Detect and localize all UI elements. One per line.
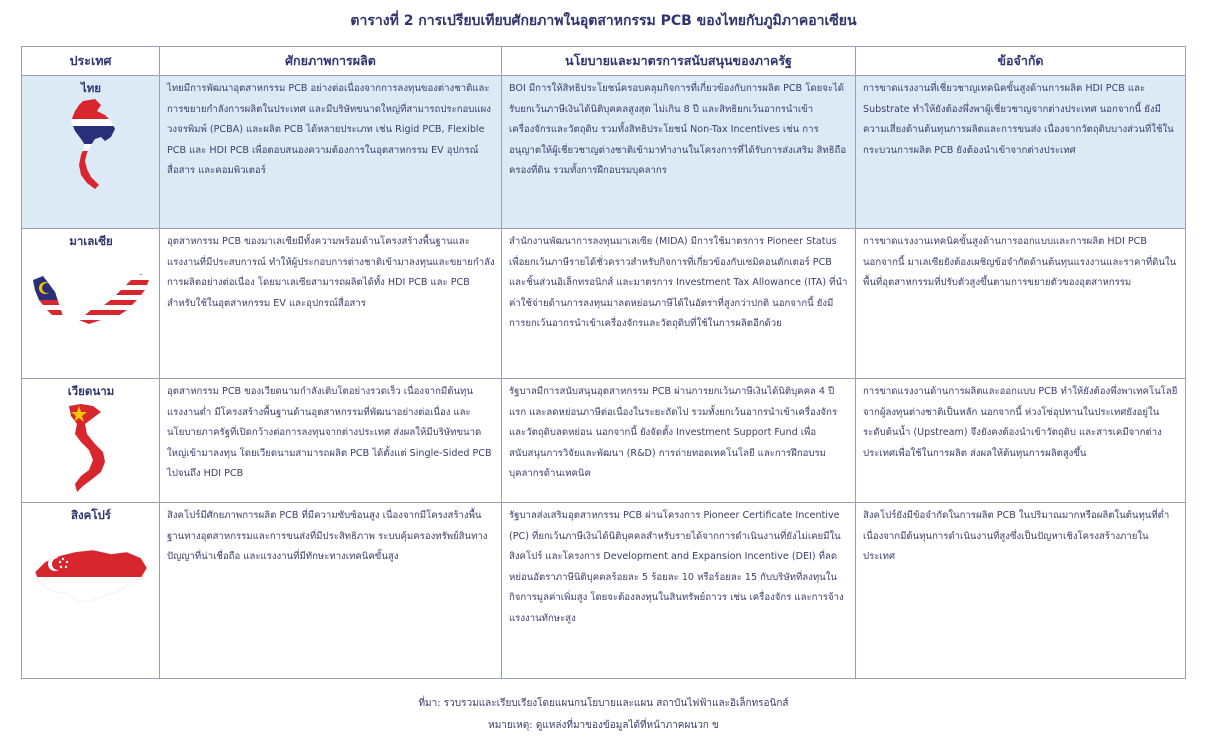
limits-cell: การขาดแรงงานที่เชี่ยวชาญเทคนิคขั้นสูงด้านการผลิต HDI PCB และ Substrate ทำให้ยังต้องพึ่งพาผู้เชี่ยวชาญจากต่างประเทศ นอกจากนี้ ยังมีความเสี่ยงด้านต้นทุนการผลิตและการขนส่ง เนื่องจากวัตถุดิบบางส่วนที่ใช้ในกระบวนการผลิต PCB ยังต้องนำเข้าจากต่างประเทศ — [856, 76, 1186, 229]
header-row — [22, 47, 1186, 76]
vietnam-flag-map-icon — [63, 400, 119, 500]
header-limits: ข้อจำกัด — [856, 47, 1186, 76]
header-capacity: ศักยภาพการผลิต — [160, 47, 502, 76]
limits-cell: สิงคโปร์ยังมีข้อจำกัดในการผลิต PCB ในปริมาณมากหรือผลิตในต้นทุนที่ต่ำ เนื่องจากมีต้นทุนการดำเนินงานที่สูงซึ่งเป็นปัญหาเชิงโครงสร้างภายในประเทศ — [856, 503, 1186, 679]
header-policy: นโยบายและมาตรการสนับสนุนของภาครัฐ — [502, 47, 856, 76]
policy-cell: BOI มีการให้สิทธิประโยชน์ครอบคลุมกิจการที่เกี่ยวข้องกับการผลิต PCB โดยจะได้รับยกเว้นภาษีเงินได้นิติบุคคลสูงสุด ไม่เกิน 8 ปี และสิทธิยกเว้นอากรนำเข้าเครื่องจักรและวัตถุดิบ รวมทั้งสิทธิประโยชน์ Non-Tax Incentives เช่น การอนุญาตให้ผู้เชี่ยวชาญต่างชาติเข้ามาทำงานในโครงการที่ได้รับการส่งเสริม สิทธิถือครองที่ดิน รวมทั้งการฝึกอบรมบุคลากร — [502, 76, 856, 229]
table-row — [22, 229, 1186, 379]
limits-cell: การขาดแรงงานด้านการผลิตและออกแบบ PCB ทำให้ยังต้องพึ่งพาเทคโนโลยีจากผู้ลงทุนต่างชาติเป็นหลัก นอกจากนี้ ห่วงโซ่อุปทานในประเทศยังอยู่ในระดับต้นน้ำ (Upstream) จึงยังคงต้องนำเข้าวัตถุดิบ และสารเคมีจากต่างประเทศเพื่อใช้ในการผลิต ส่งผลให้ต้นทุนการผลิตสูงขึ้น — [856, 379, 1186, 503]
policy-cell: สำนักงานพัฒนาการลงทุนมาเลเซีย (MIDA) มีการใช้มาตรการ Pioneer Status เพื่อยกเว้นภาษีรายได้ชั่วคราวสำหรับกิจการที่เกี่ยวข้องกับเซมิคอนดักเตอร์ PCB และชิ้นส่วนอิเล็กทรอนิกส์ และมาตรการ Investment Tax Allowance (ITA) ที่นำค่าใช้จ่ายด้านการลงทุนมาลดหย่อนภาษีได้ในอัตราที่สูงกว่าปกติ นอกจากนี้ ยังมีการยกเว้นอากรนำเข้าเครื่องจักรและวัตถุดิบที่ใช้ในการผลิตอีกด้วย — [502, 229, 856, 379]
country-cell — [22, 76, 160, 229]
header-country: ประเทศ — [22, 47, 160, 76]
country-name: ไทย — [80, 81, 102, 95]
capacity-cell: สิงคโปร์มีศักยภาพการผลิต PCB ที่มีความซับซ้อนสูง เนื่องจากมีโครงสร้างพื้นฐานทางอุตสาหกรรมและการขนส่งที่มีประสิทธิภาพ ระบบคุ้มครองทรัพย์สินทางปัญญาที่น่าเชื่อถือ และแรงงานที่มีทักษะทางเทคนิคขั้นสูง — [160, 503, 502, 679]
thailand-flag-map-icon — [61, 97, 121, 193]
limits-cell: การขาดแรงงานเทคนิคขั้นสูงด้านการออกแบบและการผลิต HDI PCB นอกจากนี้ มาเลเซียยังต้องเผชิญข้อจำกัดด้านต้นทุนแรงงานและราคาที่ดินในพื้นที่อุตสาหกรรมที่ปรับตัวสูงขึ้นตามการขยายตัวของอุตสาหกรรม — [856, 229, 1186, 379]
capacity-cell: ไทยมีการพัฒนาอุตสาหกรรม PCB อย่างต่อเนื่องจากการลงทุนของต่างชาติและการขยายกำลังการผลิตในประเทศ และมีบริษัทขนาดใหญ่ที่สามารถประกอบแผงวงจรพิมพ์ (PCBA) และผลิต PCB ได้หลายประเภท เช่น Rigid PCB, Flexible PCB และ HDI PCB เพื่อตอบสนองความต้องการในอุตสาหกรรม EV อุปกรณ์สื่อสาร และคอมพิวเตอร์ — [160, 76, 502, 229]
table-row — [22, 76, 1186, 229]
country-name: มาเลเซีย — [69, 234, 113, 248]
table-row — [22, 379, 1186, 503]
malaysia-flag-map-icon — [29, 270, 155, 336]
capacity-cell: อุตสาหกรรม PCB ของมาเลเซียมีทั้งความพร้อมด้านโครงสร้างพื้นฐานและแรงงานที่มีประสบการณ์ ทำให้ผู้ประกอบการต่างชาติเข้ามาลงทุนและขยายกำลังการผลิตอย่างต่อเนื่อง โดยมาเลเซียสามารถผลิตได้ทั้ง HDI PCB และ PCB สำหรับใช้ในอุตสาหกรรม EV และอุปกรณ์สื่อสาร — [160, 229, 502, 379]
country-name: เวียดนาม — [67, 384, 115, 398]
country-cell — [22, 503, 160, 679]
comparison-table — [21, 46, 1186, 679]
remark-note: หมายเหตุ: ดูแหล่งที่มาของข้อมูลได้ที่หน้าภาคผนวก ข — [488, 720, 719, 731]
country-cell — [22, 379, 160, 503]
policy-cell: รัฐบาลมีการสนับสนุนอุตสาหกรรม PCB ผ่านการยกเว้นภาษีเงินได้นิติบุคคล 4 ปีแรก และลดหย่อนภาษีต่อเนื่องในระยะถัดไป รวมทั้งยกเว้นอากรนำเข้าเครื่องจักรและวัตถุดิบลดหย่อน นอกจากนี้ ยังจัดตั้ง Investment Support Fund เพื่อสนับสนุนการวิจัยและพัฒนา (R&D) การถ่ายทอดเทคโนโลยี และการฝึกอบรมบุคลากรด้านเทคนิค — [502, 379, 856, 503]
country-cell — [22, 229, 160, 379]
page-title: ตารางที่ 2 การเปรียบเทียบศักยภาพในอุตสาหกรรม PCB ของไทยกับภูมิภาคอาเซียน — [350, 13, 857, 29]
singapore-flag-map-icon — [33, 546, 149, 608]
capacity-cell: อุตสาหกรรม PCB ของเวียดนามกำลังเติบโตอย่างรวดเร็ว เนื่องจากมีต้นทุนแรงงานต่ำ มีโครงสร้างพื้นฐานด้านอุตสาหกรรมที่พัฒนาอย่างต่อเนื่อง และนโยบายภาครัฐที่เปิดกว้างต่อการลงทุนจากต่างประเทศ ส่งผลให้มีบริษัทขนาดใหญ่เข้ามาลงทุน โดยเวียดนามสามารถผลิต PCB ได้ตั้งแต่ Single-Sided PCB ไปจนถึง HDI PCB — [160, 379, 502, 503]
table-row — [22, 503, 1186, 679]
source-note: ที่มา: รวบรวมและเรียบเรียงโดยแผนกนโยบายและแผน สถาบันไฟฟ้าและอิเล็กทรอนิกส์ — [418, 698, 789, 709]
policy-cell: รัฐบาลส่งเสริมอุตสาหกรรม PCB ผ่านโครงการ Pioneer Certificate Incentive (PC) ที่ยกเว้นภาษีเงินได้นิติบุคคลสำหรับรายได้จากการดำเนินงานที่ยังไม่เคยมีในสิงคโปร์ และโครงการ Development and Expansion Incentive (DEI) ที่ลดหย่อนอัตราภาษีนิติบุคคลร้อยละ 5 ร้อยละ 10 หรือร้อยละ 15 กับบริษัทที่ลงทุนในกิจการมูลค่าเพิ่มสูง โดยจะต้องลงทุนในสินทรัพย์ถาวร เช่น เครื่องจักร และการจ้างแรงงานทักษะสูง — [502, 503, 856, 679]
country-name: สิงคโปร์ — [71, 508, 111, 522]
